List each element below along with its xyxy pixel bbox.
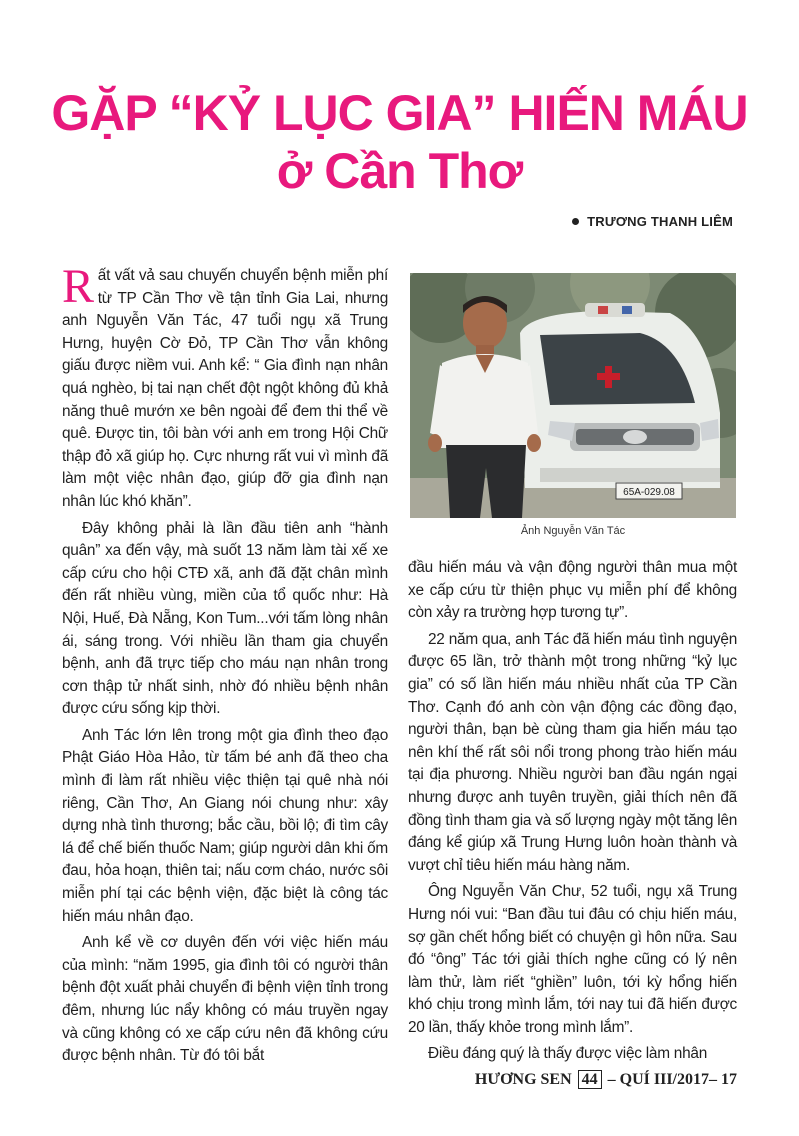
paragraph-5: đầu hiến máu và vận động người thân mua một xe cấp cứu từ thiện phục vụ miễn phí để không còn xảy ra trường hợp tương tự”.	[408, 559, 737, 622]
paragraph-2: Đây không phải là lần đầu tiên anh “hành quân” xa đến vậy, mà suốt 13 năm làm tài xế xe cấp cứu cho hội CTĐ xã, anh đã đặt chân mình đến rất nhiều vùng, miền của tổ quốc như: Hà Nội, Huế, Đà Nẵng, Kon Tum...với tấm lòng nhân ái, sáng trong. Với nhiều lần tham gia chuyển bệnh, anh đã trực tiếp cho máu nạn nhân trong cơn thập tử nhất sinh, nhờ đó nhiều bệnh nhân được cứu sống kịp thời.	[62, 519, 388, 718]
title-line-1: GẶP “KỶ LỤC GIA” HIẾN MÁU	[51, 85, 748, 141]
author-byline	[572, 214, 733, 229]
article-title	[0, 84, 799, 200]
left-column	[62, 260, 388, 1072]
issue-period: – QUÍ III/2017–	[607, 1071, 717, 1088]
paragraph-6: 22 năm qua, anh Tác đã hiến máu tình nguyện được 65 lần, trở thành một trong những “kỷ lục gia” có số lần hiến máu nhiều nhất của TP Cần Thơ. Cạnh đó anh còn vận động các đồng đạo, người thân, bạn bè cùng tham gia hiến máu tạo nên khí thế rất sôi nổi trong phong trào hiến máu tại địa phương. Nhiều người ban đầu ngán ngại nhưng được anh tuyên truyền, giải thích nên đã đồng tình tham gia và số lượng ngày một tăng lên đáng kể giúp xã Trung Hưng luôn hoàn thành và vượt chỉ tiêu hiến máu hàng năm.	[408, 630, 737, 874]
article-photo	[410, 273, 736, 518]
license-plate-text: 65A-029.08	[623, 487, 675, 498]
magazine-name: HƯƠNG SEN	[474, 1071, 572, 1088]
ambulance-photo-illustration	[410, 273, 736, 518]
paragraph-8: Điều đáng quý là thấy được việc làm nhân	[428, 1045, 708, 1063]
page-number: 17	[721, 1071, 737, 1088]
title-line-2: ở Cần Thơ	[276, 143, 523, 199]
right-column	[408, 557, 737, 1070]
paragraph-4: Anh kể về cơ duyên đến với việc hiến máu của mình: “năm 1995, gia đình tôi có người thân bệnh đột xuất phải chuyển đi bệnh viện tỉnh trong đêm, nhưng lúc nẩy không có máu truyền ngay và cũng không có xe cấp cứu nên đã không cứu được bệnh nhân. Từ đó tôi bắt	[62, 934, 388, 1065]
issue-number: 44	[578, 1070, 602, 1089]
drop-cap: R	[62, 260, 94, 313]
author-name: TRƯƠNG THANH LIÊM	[587, 214, 733, 229]
paragraph-3: Anh Tác lớn lên trong một gia đình theo đạo Phật Giáo Hòa Hảo, từ tấm bé anh đã theo cha mình đi làm rất nhiều việc thiện tại quê nhà nói riêng, Cần Thơ, An Giang nói chung như: xây dựng nhà tình thương; bắc cầu, bồi lộ; đi tìm cây lá để chế biến thuốc Nam; giúp người dân khi ốm đau, hỏa hoạn, thiên tai; nấu cơm cháo, nước sôi miễn phí tại các bệnh viện, đặc biệt là công tác hiến máu nhân đạo.	[62, 726, 388, 925]
paragraph-1	[62, 260, 388, 514]
paragraph-7: Ông Nguyễn Văn Chư, 52 tuổi, ngụ xã Trung Hưng nói vui: “Ban đầu tui đâu có chịu hiến máu, sợ gần chết hổng biết có chuyện gì hôn nữa. Sau đó “ông” Tác tới giải thích nghe cũng có lý nên làm thử, làm riết “ghiền” luôn, tới kỳ hổng hiến khó chịu trong mình lắm, tới nay tui đã hiến được 20 lần, thấy khỏe trong mình lắm”.	[408, 883, 737, 1036]
bullet-icon	[572, 218, 579, 225]
paragraph-1-text: ất vất vả sau chuyến chuyển bệnh miễn phí từ TP Cần Thơ về tận tỉnh Gia Lai, nhưng anh Nguyễn Văn Tác, 47 tuổi ngụ xã Trung Hưng, huyện Cờ Đỏ, TP Cần Thơ vẫn không giấu được niềm vui. Anh kể: “ Gia đình nạn nhân quá nghèo, bị tai nạn chết đột ngột không đủ khả năng thuê mướn xe bên ngoài để đem thi thể về quê. Được tin, tôi bàn với anh em trong Hội Chữ thập đỏ xã giúp họ. Cực nhưng rất vui vì mình đã làm một việc nhân đạo, giúp đỡ gia đình nạn nhân lúc khó khăn”.	[62, 267, 388, 510]
photo-caption: Ảnh Nguyễn Văn Tác	[520, 525, 626, 537]
page-footer	[475, 1070, 737, 1089]
